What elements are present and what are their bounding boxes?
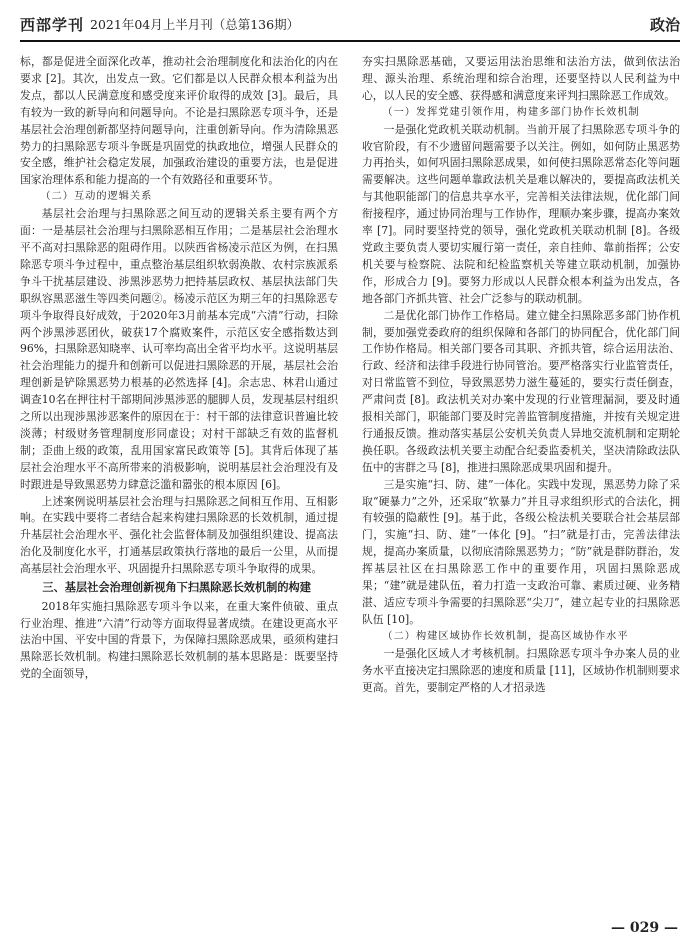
paragraph: 标，都是促进全面深化改革，推动社会治理制度化和法治化的内在要求 [2]。其次，出发点一致。它们都是以人民群众根本利益为出发点，都以人民满意度和感受度来评价取得的成效 [3]。最后，具有较为一致的新导向和问题导向。不论是扫黑除恶专项斗争，还是基层社会治理创新都坚持问题导向，注重创新导向。作为清除黑恶势力的扫黑除恶专项斗争既是巩固党的执政地位，增强人民群众的安全感，维护社会稳定发展，加强政治建设的重要方法，也是促进国家治理体系和能力提高的一个有效路径和重要环节。 [20, 55, 338, 187]
masthead [20, 14, 299, 35]
paragraph: 上述案例说明基层社会治理与扫黑除恶之间相互作用、互相影响。在实践中要将二者结合起来构建扫黑除恶的长效机制，通过提升基层社会治理水平、强化社会监督体制及加强组织建设、提高法治化及制度化水平，打通基层政策执行落地的最后一公里，从而提高基层社会治理水平、巩固提升扫黑除恶专项斗争取得的成果。 [20, 494, 338, 576]
paragraph: 基层社会治理与扫黑除恶之间互动的逻辑关系主要有两个方面：一是基层社会治理与扫黑除恶相互作用；二是基层社会治理水平不高对扫黑除恶的阻碍作用。以陕西省杨凌示范区为例，在扫黑除恶专项斗争过程中，重点整治基层组织软弱涣散、农村宗族派系争斗干扰基层建设、涉黑涉恶势力把持基层政权、基层执法部门失职纵容黑恶滋生等四类问题②。杨凌示范区为期三年的扫黑除恶专项斗争取得良好成效，于2020年3月前基本完成“六清”行动，扫除两个涉黑涉恶团伙，破获17个腐败案件，示范区安全感指数达到96%，扫黑除恶知晓率、认可率均高出全省平均水平。这说明基层社会治理能力的提升和创新可以促进扫黑除恶的开展，基层社会治理创新是铲除黑恶势力根基的必然选择 [4]。余志忠、林君山通过调查10名在押往村干部期间涉黑涉恶的腿脚人员，发现基层村组织之所以出现涉黑涉恶案件的原因在于：村干部的法律意识普遍比较淡薄；村级财务管理制度形同虚设；对村干部缺乏有效的监督机制；歪曲上级的政策，乱用国家富民政策等 [5]。其背后体现了基层社会治理水平不高所带来的消极影响，说明基层社会治理没有及时跟进是导致黑恶势力肆意泛滥和嚣张的根本原因 [6]。 [20, 207, 338, 491]
page-number: — 029 — [611, 920, 678, 936]
issue-info: 2021年04月上半月刊（总第136期） [90, 17, 300, 32]
paragraph: 三是实施“扫、防、建”一体化。实践中发现，黑恶势力除了采取“硬暴力”之外，还采取“软暴力”并且寻求组织形式的合法化，拥有较强的隐蔽性 [9]。基于此，各级公检法机关要联合社会基层部门，实施“扫、防、建”一体化 [9]。“扫”就是打击，完善法律法规，提高办案质量，以彻底清除黑恶势力；“防”就是群防群治，发挥基层社区在扫黑除恶工作中的重要作用，巩固扫黑除恶成果；“建”就是建队伍，着力打造一支政治可靠、素质过硬、业务精湛、适应专项斗争需要的扫黑除恶“尖刀”，建立起专业的扫黑除恶队伍 [10]。 [362, 477, 680, 626]
header-rule [20, 40, 680, 42]
section-label: 政治 [649, 15, 680, 34]
subsection-heading: （二）互动的逻辑关系 [40, 191, 153, 203]
subsection-heading: （二）构建区域协作长效机制，提高区域协作水平 [382, 630, 629, 642]
paragraph: 二是优化部门协作工作格局。建立健全扫黑除恶多部门协作机制，要加强党委政府的组织保障和各部门的协同配合，优化部门间工作协作格局。相关部门要各司其职、齐抓共管，综合运用法治、行政、经济和法律手段进行协同管治。要严格落实行业监管责任，对日常监管不到位，导致黑恶势力滋生蔓延的，要实行责任倒查，严肃问责 [8]。政法机关对办案中发现的行业管理漏洞，要及时通报相关部门，职能部门要及时完善监管制度措施，并按有关规定进行通报反馈。推动落实基层公安机关负责人异地交流机制和定期轮换任职。各级政法机关要主动配合纪委监委机关，坚决清除政法队伍中的害群之马 [8]，推进扫黑除恶成果巩固和提升。 [362, 308, 680, 474]
right-column [362, 54, 680, 696]
paragraph: 一是强化区域人才考核机制。扫黑除恶专项斗争办案人员的业务水平直接决定扫黑除恶的速度和质量 [11]，区域协作机制则要求更高。首先，要制定严格的人才招录选 [362, 646, 680, 694]
left-column [20, 54, 338, 683]
paragraph: 夯实扫黑除恶基础，又要运用法治思维和法治方法，做到依法治理、源头治理、系统治理和综合治理，还要坚持以人民利益为中心，以人民的安全感、获得感和满意度来评判扫黑除恶工作成效。 [362, 55, 680, 102]
subsection-heading: （一）发挥党建引领作用，构建多部门协作长效机制 [382, 106, 640, 118]
journal-logo: 西部学刊 [20, 15, 85, 34]
paragraph: 2018年实施扫黑除恶专项斗争以来，在重大案件侦破、重点行业治理、推进“六清”行动等方面取得显著成绩。在建设更高水平法治中国、平安中国的背景下，为保障扫黑除恶成果，亟须构建扫黑除恶长效机制。构建扫黑除恶长效机制的基本思路是：既要坚持党的全面领导， [20, 599, 338, 681]
page-header [20, 10, 680, 38]
paragraph: 一是强化党政机关联动机制。当前开展了扫黑除恶专项斗争的收官阶段，有不少遗留问题需要予以关注。例如，如何防止黑恶势力再抬头，如何巩固扫黑除恶成果，如何使扫黑除恶常态化等问题需要解决。这些问题单靠政法机关是难以解决的，要提高政法机关与其他职能部门的信息共享水平，完善相关法律法规，优化部门间衔接程序，通过协同治理与工作协作，理顺办案步骤，提高办案效率 [7]。同时要坚持党的领导，强化党政机关联动机制 [8]。各级党政主要负责人要切实履行第一责任，亲自挂帅、靠前指挥；公安机关要与检察院、法院和纪检监察机关等建立联动机制，加强协作，形成合力 [9]。要努力形成以人民群众根本利益为出发点，各地各部门齐抓共管、社会广泛参与的联动机制。 [362, 122, 680, 305]
section-heading: 三、基层社会治理创新视角下扫黑除恶长效机制的构建 [42, 581, 311, 595]
